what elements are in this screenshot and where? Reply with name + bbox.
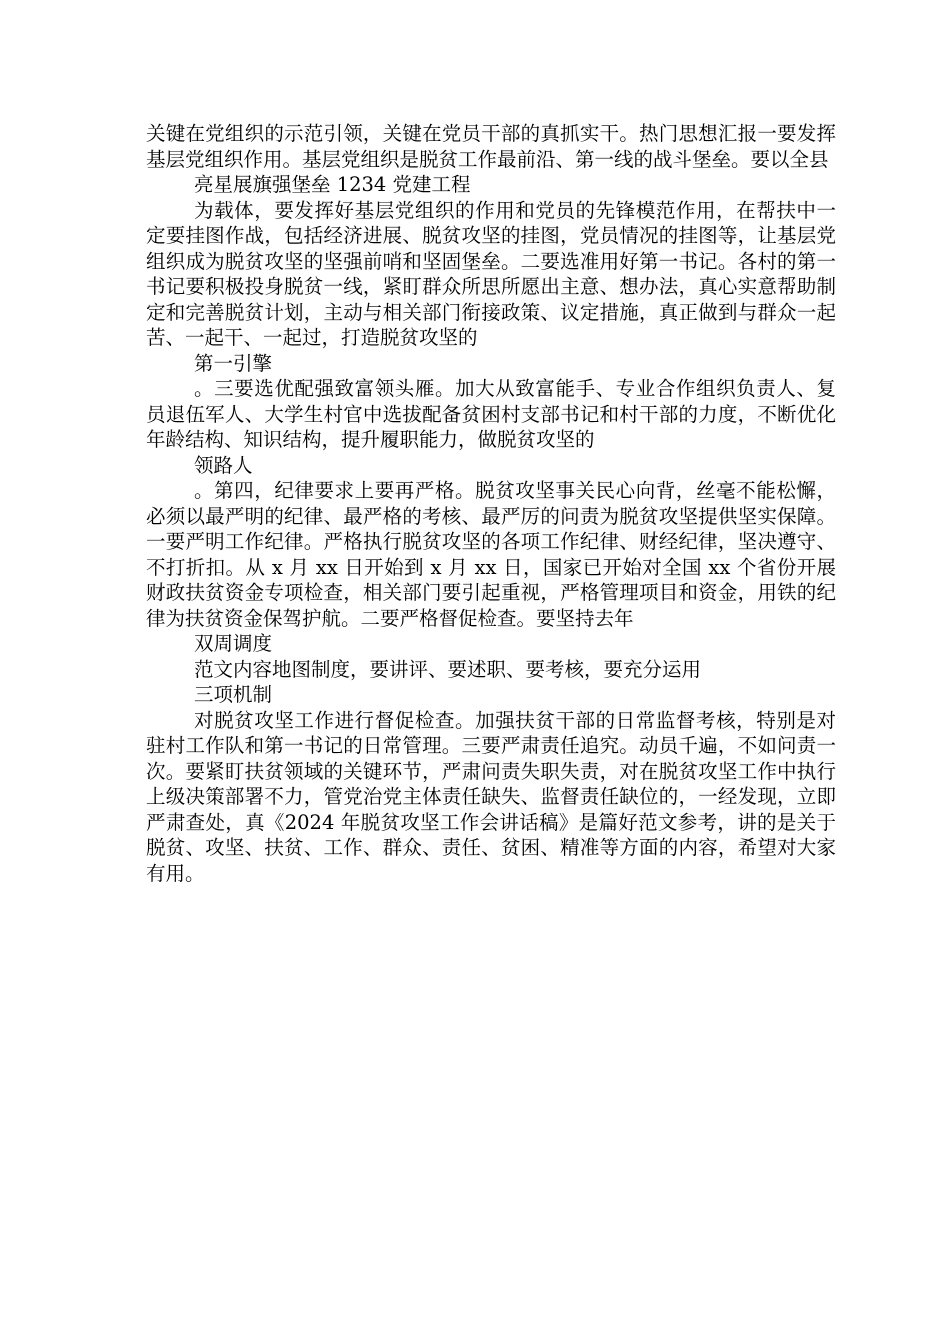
paragraph: 三项机制	[194, 683, 273, 706]
paragraph: 。第四，纪律要求上要再严格。脱贫攻坚事关民心向背，丝毫不能松懈，必须以最严明的纪律、最严格的考核、最严厉的问责为脱贫攻坚提供坚实保障。一要严明工作纪律。严格执行脱贫攻坚的各项工作纪律、财经纪律，坚决遵守、不打折扣。从 x 月 xx 日开始到 x 月 xx 日，国家已开始对全国 xx 个省份开展财政扶贫资金专项检查，相关部门要引起重视，严格管理项目和资金，用铁的纪律为扶贫资金保驾护航。二要严格督促检查。要坚持去年	[146, 479, 836, 630]
paragraph: 对脱贫攻坚工作进行督促检查。加强扶贫干部的日常监督考核，特别是对驻村工作队和第一书记的日常管理。三要严肃责任追究。动员千遍，不如问责一次。要紧盯扶贫领域的关键环节，严肃问责失职失责，对在脱贫攻坚工作中执行上级决策部署不力，管党治党主体责任缺失、监督责任缺位的，一经发现，立即严肃查处，真《2024 年脱贫攻坚工作会讲话稿》是篇好范文参考，讲的是关于脱贫、攻坚、扶贫、工作、群众、责任、贫困、精准等方面的内容，希望对大家有用。	[146, 708, 836, 885]
paragraph: 亮星展旗强堡垒 1234 党建工程	[194, 173, 471, 196]
paragraph: 双周调度	[194, 632, 273, 655]
paragraph: 为载体，要发挥好基层党组织的作用和党员的先锋模范作用，在帮扶中一定要挂图作战，包括经济进展、脱贫攻坚的挂图，党员情况的挂图等，让基层党组织成为脱贫攻坚的坚强前哨和坚固堡垒。二要选准用好第一书记。各村的第一书记要积极投身脱贫一线，紧盯群众所思所愿出主意、想办法，真心实意帮助制定和完善脱贫计划，主动与相关部门衔接政策、议定措施，真正做到与群众一起苦、一起干、一起过，打造脱贫攻坚的	[146, 198, 836, 349]
document-body	[146, 121, 836, 886]
paragraph: 领路人	[194, 453, 253, 477]
paragraph: 关键在党组织的示范引领，关键在党员干部的真抓实干。热门思想汇报一要发挥基层党组织作用。基层党组织是脱贫工作最前沿、第一线的战斗堡垒。要以全县	[146, 122, 836, 171]
paragraph: 范文内容地图制度，要讲评、要述职、要考核，要充分运用	[194, 657, 702, 681]
paragraph: 第一引擎	[194, 351, 273, 375]
paragraph: 。三要选优配强致富领头雁。加大从致富能手、专业合作组织负责人、复员退伍军人、大学生村官中选拔配备贫困村支部书记和村干部的力度，不断优化年龄结构、知识结构，提升履职能力，做脱贫攻坚的	[146, 377, 836, 451]
